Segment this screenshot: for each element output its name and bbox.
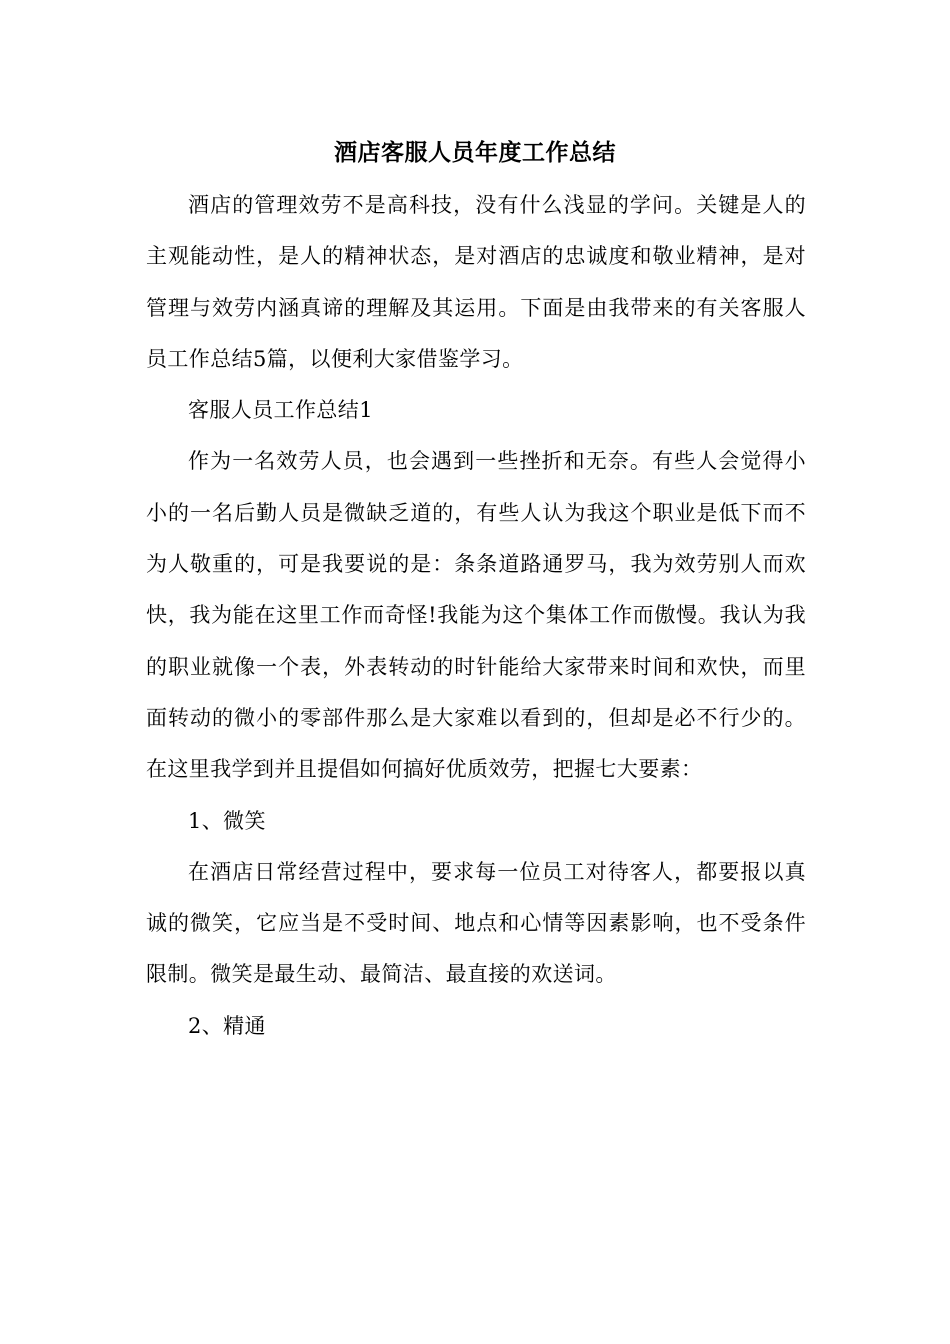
smile-paragraph: 在酒店日常经营过程中，要求每一位员工对待客人，都要报以真诚的微笑，它应当是不受时间、地点和心情等因素影响，也不受条件限制。微笑是最生动、最简洁、最直接的欢送词。 [146, 859, 806, 987]
item-heading-proficiency: 2、精通 [188, 1013, 266, 1038]
document-body [146, 180, 806, 1052]
item-heading-smile: 1、微笑 [188, 808, 266, 833]
section-heading-summary-1: 客服人员工作总结1 [188, 398, 373, 423]
summary-1-paragraph: 作为一名效劳人员，也会遇到一些挫折和无奈。有些人会觉得小小的一名后勤人员是微缺乏道的，有些人认为我这个职业是低下而不为人敬重的，可是我要说的是：条条道路通罗马，我为效劳别人而欢快，我为能在这里工作而奇怪!我能为这个集体工作而傲慢。我认为我的职业就像一个表，外表转动的时针能给大家带来时间和欢快，而里面转动的微小的零部件那么是大家难以看到的，但却是必不行少的。在这里我学到并且提倡如何搞好优质效劳，把握七大要素： [146, 449, 806, 782]
document-title: 酒店客服人员年度工作总结 [334, 139, 616, 166]
intro-paragraph: 酒店的管理效劳不是高科技，没有什么浅显的学问。关键是人的主观能动性，是人的精神状态，是对酒店的忠诚度和敬业精神，是对管理与效劳内涵真谛的理解及其运用。下面是由我带来的有关客服人员工作总结5篇，以便利大家借鉴学习。 [146, 193, 806, 371]
